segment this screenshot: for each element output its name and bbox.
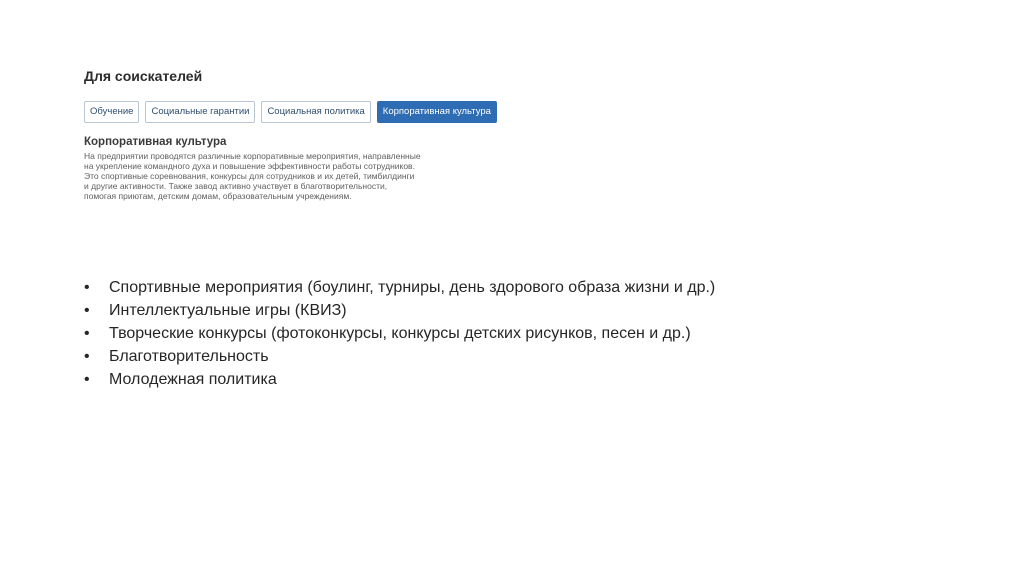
list-item-text: Молодежная политика xyxy=(109,371,277,388)
bullet-marker: • xyxy=(84,302,90,319)
bullet-marker: • xyxy=(84,371,90,388)
content-line: на укрепление командного духа и повышение эффективности работы сотрудников. xyxy=(84,161,415,171)
bullet-marker: • xyxy=(84,325,90,342)
bullet-list xyxy=(84,276,715,391)
bullet-marker: • xyxy=(84,279,90,296)
content-text xyxy=(84,151,504,201)
content-title: Корпоративная культура xyxy=(84,136,227,148)
tab-social-policy[interactable]: Социальная политика xyxy=(261,101,370,123)
tab-training[interactable]: Обучение xyxy=(84,101,139,123)
list-item xyxy=(84,299,715,322)
list-item-text: Благотворительность xyxy=(109,348,269,365)
tab-bar xyxy=(84,101,504,123)
bullet-marker: • xyxy=(84,348,90,365)
list-item xyxy=(84,368,715,391)
content-line: На предприятии проводятся различные корпоративные мероприятия, направленные xyxy=(84,151,421,161)
list-item xyxy=(84,345,715,368)
content-line: и другие активности. Также завод активно участвует в благотворительности, xyxy=(84,181,388,191)
list-item-text: Творческие конкурсы (фотоконкурсы, конкурсы детских рисунков, песен и др.) xyxy=(109,325,691,342)
list-item xyxy=(84,276,715,299)
list-item-text: Интеллектуальные игры (КВИЗ) xyxy=(109,302,347,319)
content-line: Это спортивные соревнования, конкурсы для сотрудников и их детей, тимбилдинги xyxy=(84,171,415,181)
tab-corporate-culture[interactable]: Корпоративная культура xyxy=(377,101,497,123)
list-item xyxy=(84,322,715,345)
section-title: Для соискателей xyxy=(84,68,203,84)
tab-social-guarantees[interactable]: Социальные гарантии xyxy=(145,101,255,123)
embedded-screenshot xyxy=(84,62,504,201)
content-line: помогая приютам, детским домам, образовательным учреждениям. xyxy=(84,191,352,201)
list-item-text: Спортивные мероприятия (боулинг, турниры, день здорового образа жизни и др.) xyxy=(109,279,716,296)
